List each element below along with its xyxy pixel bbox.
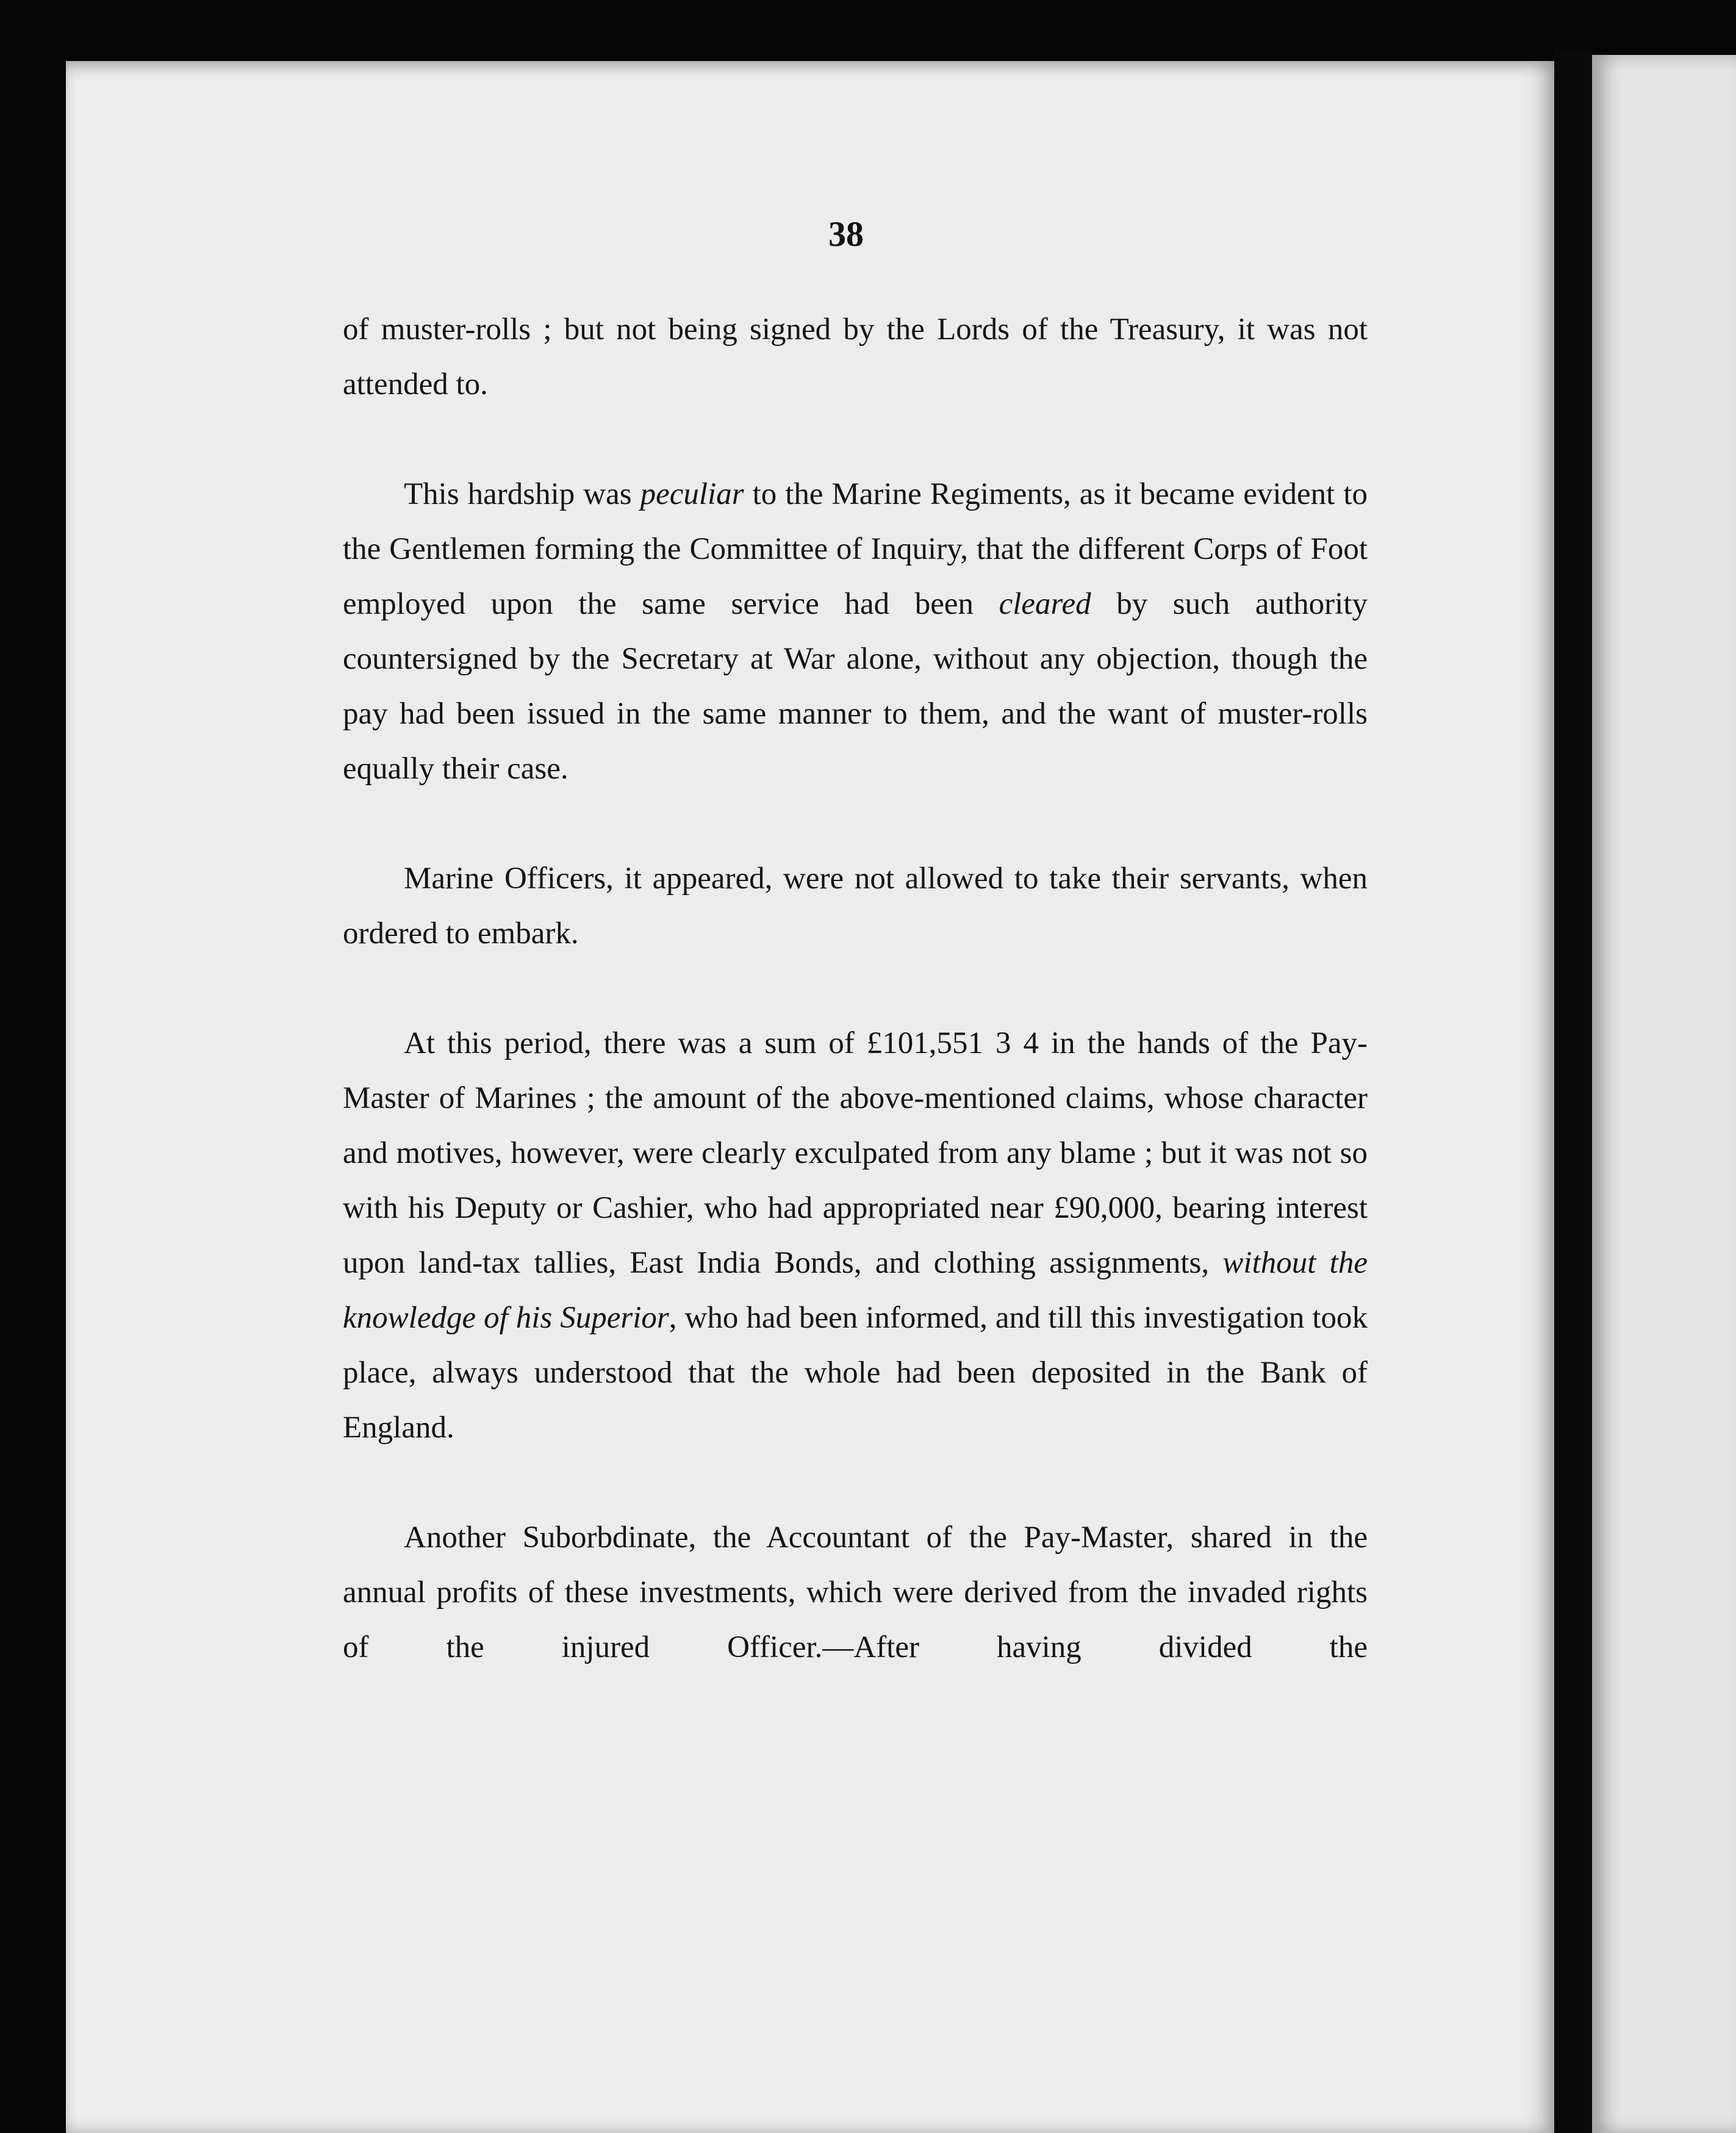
paragraph-officers [343, 851, 1368, 961]
emphasis-text: without the knowledge of his Superior [343, 1246, 1368, 1335]
body-text [343, 302, 1368, 1675]
text-segment: to the Marine Regiments, as it became evident to the Gentlemen forming the Committee of Inquiry, that the different Corps of Foot employed upon the same service had been [343, 477, 1368, 621]
facing-page-edge [1592, 55, 1736, 2133]
paragraph-continuation [343, 302, 1368, 412]
text-segment: by such authority countersigned by the Secretary at War alone, without any objection, though the pay had been issued in the same manner to them, and the want of muster-rolls equally their case. [343, 587, 1368, 786]
text-segment: Marine Officers, it appeared, were not allowed to take their servants, when ordered to embark. [343, 861, 1368, 951]
paragraph-period [343, 1016, 1368, 1455]
paragraph-subordinate [343, 1510, 1368, 1675]
emphasis-text: peculiar [640, 477, 744, 511]
book-gutter [1554, 49, 1592, 2133]
page-number: 38 [828, 214, 864, 254]
text-segment: At this period, there was a sum of £101,551 3 4 in the hands of the Pay-Master of Marines ; the amount of the above-mentioned claims, whose character and motives, however, were clearly exculpated from any blame ; but it was not so with his Deputy or Cashier, who had appropriated near £90,000, bearing interest upon land-tax tallies, East India Bonds, and clothing assignments, [343, 1026, 1368, 1280]
text-segment: This hardship was [404, 477, 640, 511]
text-segment: , who had been informed, and till this investigation took place, always understood that the whole had been deposited in the Bank of England. [343, 1301, 1368, 1445]
paragraph-hardship [343, 467, 1368, 796]
text-segment: of muster-rolls ; but not being signed by the Lords of the Treasury, it was not attended to. [343, 312, 1368, 401]
text-segment: Another Suborbdinate, the Accountant of the Pay-Master, shared in the annual profits of these investments, which were derived from the invaded rights of the injured Officer.—After having divided the [343, 1520, 1368, 1664]
emphasis-text: cleared [999, 587, 1091, 621]
